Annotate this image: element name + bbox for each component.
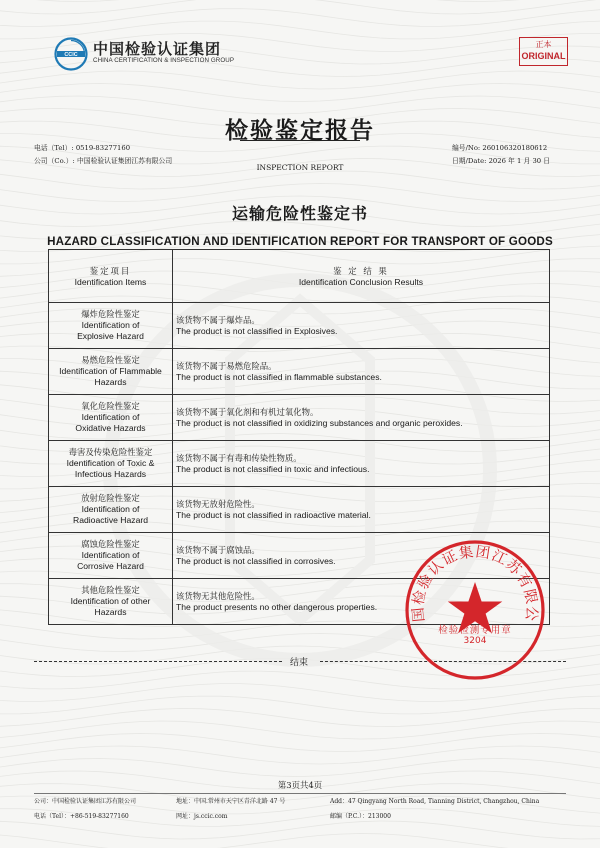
- footer-address-en: Add：47 Qingyang North Road, Tianning District, Changzhou, China: [330, 798, 540, 805]
- background-wave-line: [0, 59, 600, 77]
- logo-text: CCIC: [64, 52, 78, 58]
- background-wave-line: [0, 696, 600, 714]
- page-number: 第3页共4页: [277, 780, 323, 790]
- end-label: 结束: [290, 658, 309, 668]
- item-en: Identification of Toxic & Infectious Hazards: [66, 458, 155, 479]
- item-cell: [49, 349, 173, 395]
- result-cell: [173, 441, 550, 487]
- result-en: The product is not classified in oxidizing substances and organic peroxides.: [176, 417, 463, 428]
- item-cell: [49, 395, 173, 441]
- result-en: The product is not classified in corrosives.: [176, 555, 336, 566]
- item-cn: 易燃危险性鉴定: [81, 355, 140, 365]
- item-cn: 爆炸危险性鉴定: [81, 309, 140, 319]
- result-en: The product is not classified in toxic and infectious.: [176, 463, 370, 474]
- result-cell: [173, 487, 550, 533]
- org-name-cn: 中国检验认证集团: [93, 40, 222, 58]
- background-wave-line: [0, 746, 600, 764]
- original-stamp-cn: 正本: [535, 40, 552, 49]
- report-number: 编号/No: 260106320180612: [452, 144, 548, 152]
- background-wave-line: [0, 71, 600, 89]
- background-wave-line: [0, 0, 600, 2]
- result-cell: [173, 349, 550, 395]
- background-wave-line: [0, 684, 600, 702]
- background-wave-line: [0, 84, 600, 102]
- header-tel: 电话（Tel）: 0519-83277160: [34, 144, 131, 152]
- item-cell: [49, 533, 173, 579]
- original-stamp-en: ORIGINAL: [521, 51, 566, 61]
- footer-company: 公司：中国检验认证集团江苏有限公司: [34, 798, 137, 805]
- result-en: The product is not classified in radioactive material.: [176, 509, 371, 520]
- heading-cn: 运输危险性鉴定书: [231, 204, 368, 223]
- header-results-en: Identification Conclusion Results: [298, 277, 424, 287]
- footer-postcode: 邮编（P.C.）：213000: [330, 813, 391, 820]
- item-en: Identification of Corrosive Hazard: [77, 550, 144, 571]
- background-wave-line: [0, 9, 600, 27]
- background-wave-line: [0, 821, 600, 839]
- seal-code: 3204: [463, 636, 487, 646]
- item-cell: [49, 579, 173, 625]
- ccic-logo-icon: [54, 37, 88, 71]
- item-cell: [49, 303, 173, 349]
- item-cn: 腐蚀危险性鉴定: [81, 539, 140, 549]
- item-en: Identification of other Hazards: [70, 596, 151, 617]
- background-wave-line: [0, 171, 600, 189]
- result-cn: 该货物无其他危险性。: [176, 590, 260, 601]
- footer-tel: 电话（Tel）：+86-519-83277160: [34, 813, 129, 820]
- header-cell-results: [173, 250, 550, 303]
- end-dash-left: [34, 661, 282, 662]
- table-row: [49, 441, 550, 487]
- result-cell: [173, 395, 550, 441]
- result-cn: 该货物不属于易燃危险品。: [176, 360, 277, 371]
- footer-divider: [34, 793, 566, 794]
- seal-graphic: [402, 537, 548, 683]
- item-cn: 毒害及传染危险性鉴定: [68, 447, 153, 457]
- item-en: Identification of Flammable Hazards: [59, 366, 162, 387]
- result-cn: 该货物不属于腐蚀品。: [176, 544, 260, 555]
- result-en: The product is not classified in Explosives.: [176, 325, 338, 336]
- background-wave-line: [0, 834, 600, 848]
- item-cn: 其他危险性鉴定: [81, 585, 140, 595]
- table-row: [49, 487, 550, 533]
- footer-web: 网址：js.ccic.com: [176, 813, 228, 820]
- header-cell-items: [49, 250, 173, 303]
- title-underline: [240, 140, 360, 141]
- header-items-cn: 鉴定项目: [89, 266, 132, 276]
- org-name-en: CHINA CERTIFICATION & INSPECTION GROUP: [93, 57, 235, 64]
- report-date: 日期/Date: 2026 年 1 月 30 日: [452, 157, 551, 165]
- heading-en: HAZARD CLASSIFICATION AND IDENTIFICATION REPORT FOR TRANSPORT OF GOODS: [47, 235, 553, 248]
- original-stamp: [519, 37, 568, 66]
- result-cell: [173, 303, 550, 349]
- background-wave-line: [0, 0, 600, 14]
- table-row: [49, 395, 550, 441]
- background-wave-line: [0, 759, 600, 777]
- table-row: [49, 349, 550, 395]
- item-cn: 放射危险性鉴定: [81, 493, 140, 503]
- official-seal: [402, 537, 548, 683]
- background-wave-line: [0, 34, 600, 52]
- result-cn: 该货物不属于有毒和传染性物质。: [176, 452, 302, 463]
- result-cn: 该货物无放射危险性。: [176, 498, 260, 509]
- item-cn: 氧化危险性鉴定: [81, 401, 140, 411]
- item-cell: [49, 487, 173, 533]
- item-en: Identification of Oxidative Hazards: [75, 412, 146, 433]
- item-cell: [49, 441, 173, 487]
- background-wave-line: [0, 21, 600, 39]
- item-en: Identification of Explosive Hazard: [77, 320, 144, 341]
- footer-address-cn: 地址：中国.常州市天宁区青洋北路 47 号: [176, 798, 286, 805]
- header-results-cn: 鉴 定 结 果: [333, 266, 389, 276]
- report-subtitle: INSPECTION REPORT: [256, 163, 344, 172]
- header-items-en: Identification Items: [74, 277, 147, 287]
- result-cn: 该货物不属于氧化剂和有机过氧化物。: [176, 406, 319, 417]
- result-cn: 该货物不属于爆炸品。: [176, 314, 260, 325]
- header-company: 公司（Co.）: 中国检验认证集团江苏有限公司: [34, 157, 173, 165]
- seal-ring-text: 国检验认证集团江苏有限公: [410, 544, 540, 623]
- report-title: 检验鉴定报告: [225, 118, 375, 144]
- table-row: [49, 303, 550, 349]
- result-en: The product presents no other dangerous properties.: [176, 601, 378, 612]
- item-en: Identification of Radioactive Hazard: [73, 504, 148, 525]
- background-wave-line: [0, 734, 600, 752]
- seal-sub-text: 检验检测专用章: [438, 625, 512, 636]
- table-header-row: [49, 250, 550, 303]
- result-en: The product is not classified in flammable substances.: [176, 371, 382, 382]
